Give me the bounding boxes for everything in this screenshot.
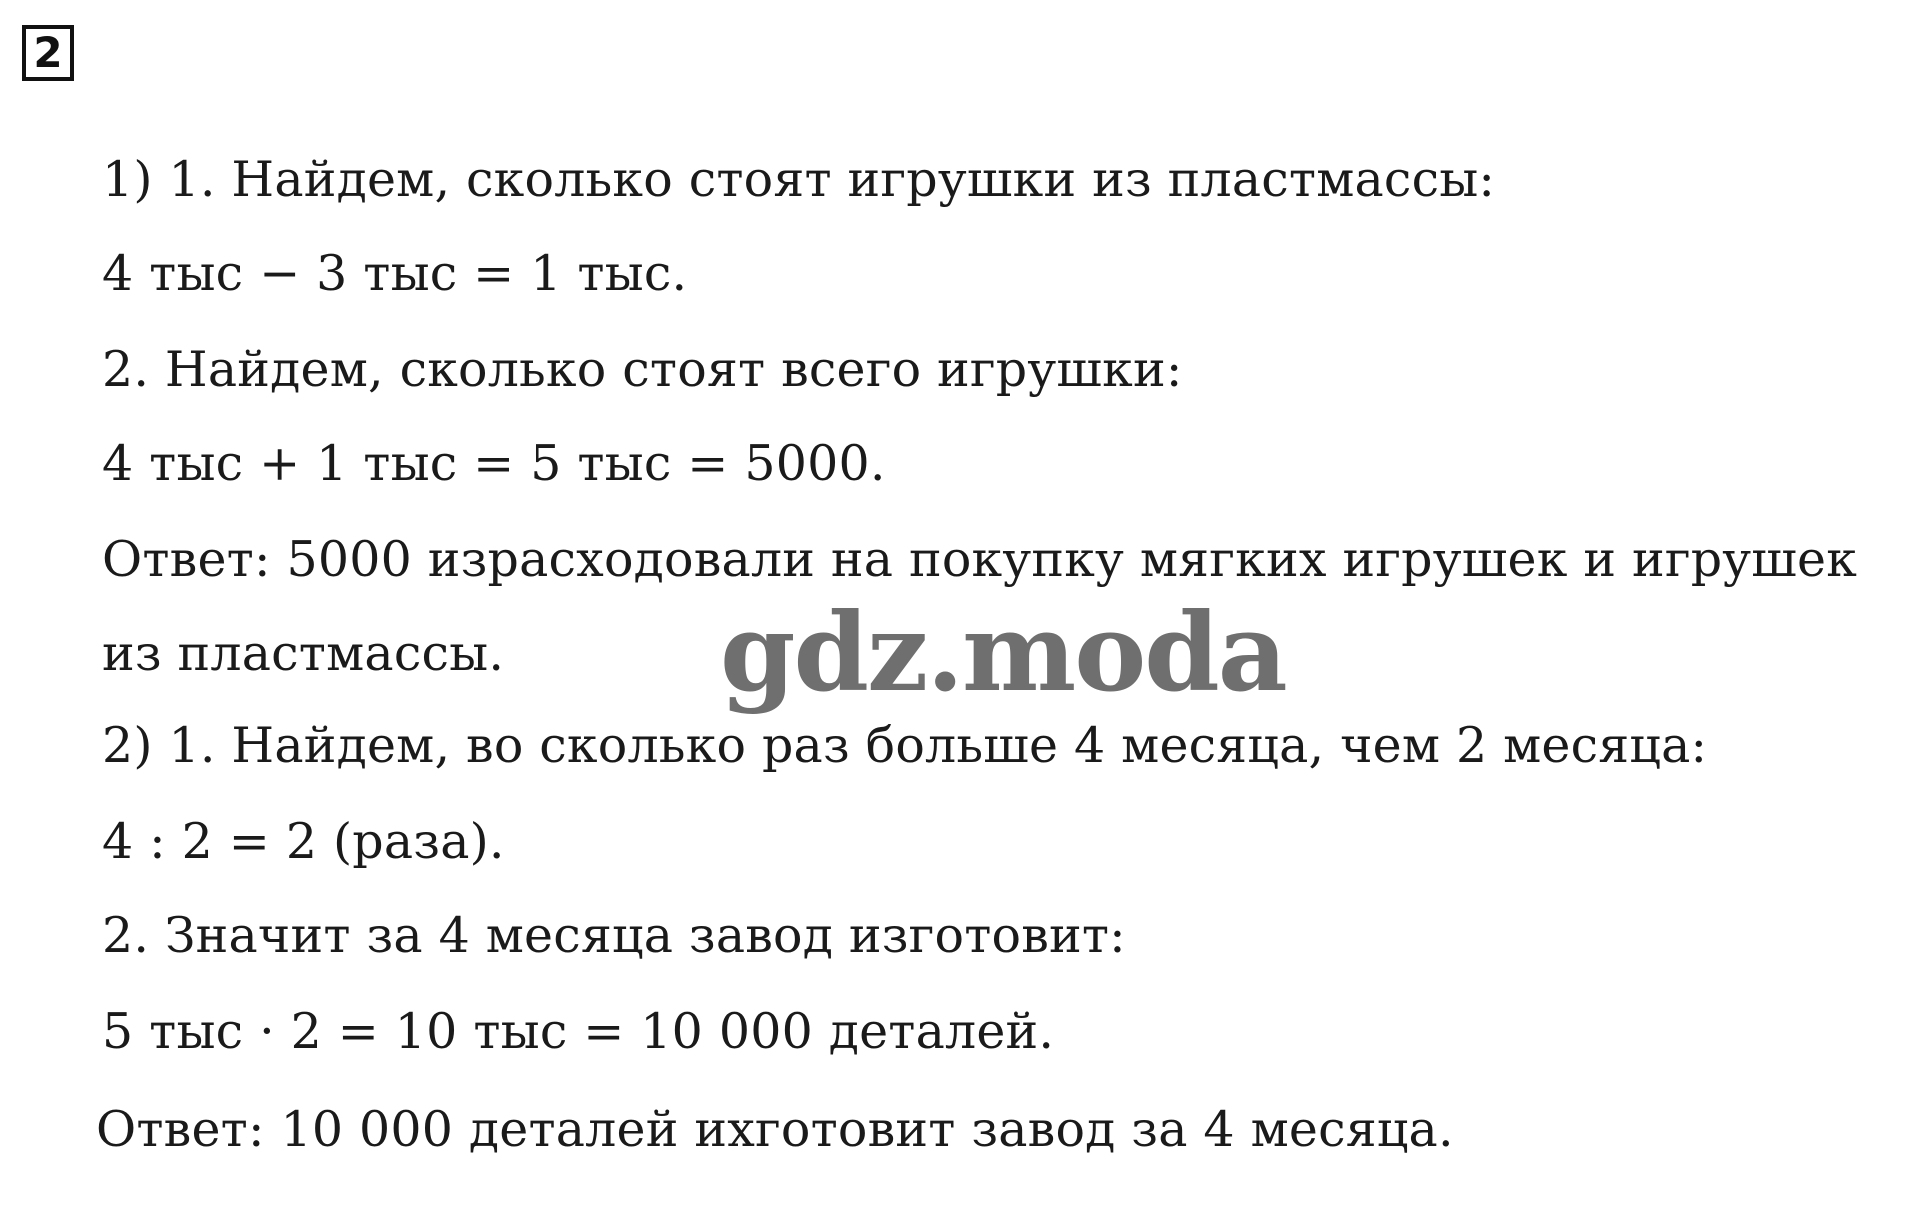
answer-line: из пластмассы. [102,625,505,682]
solution-line: 2) 1. Найдем, во сколько раз больше 4 месяца, чем 2 месяца: [102,717,1708,774]
task-number-box: 2 [22,25,74,81]
watermark-logo: gdz.moda [720,590,1286,716]
answer-line: Ответ: 10 000 деталей ихготовит завод за 4 месяца. [96,1101,1454,1158]
solution-line: 1) 1. Найдем, сколько стоят игрушки из пластмассы: [102,151,1496,208]
solution-line: 5 тыс · 2 = 10 тыс = 10 000 деталей. [102,1003,1055,1060]
solution-line: 2. Найдем, сколько стоят всего игрушки: [102,341,1183,398]
solution-line: 2. Значит за 4 месяца завод изготовит: [102,907,1126,964]
answer-line: Ответ: 5000 израсходовали на покупку мягких игрушек и игрушек [102,531,1858,588]
solution-line: 4 : 2 = 2 (раза). [102,813,505,870]
solution-line: 4 тыс + 1 тыс = 5 тыс = 5000. [102,435,886,492]
solution-line: 4 тыс − 3 тыс = 1 тыс. [102,245,688,302]
